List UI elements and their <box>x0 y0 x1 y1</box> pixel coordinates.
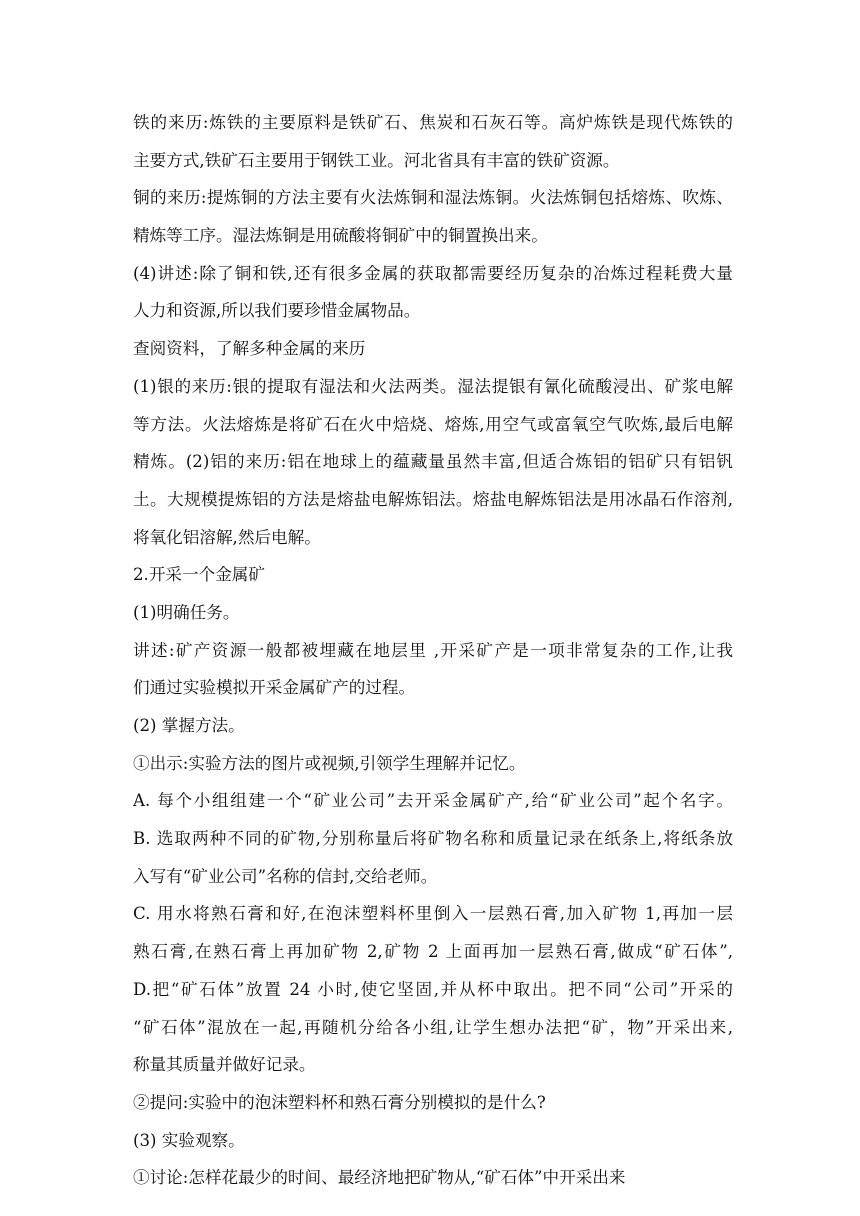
text-line: 人力和资源,所以我们要珍惜金属物品。 <box>133 301 421 321</box>
text-line: 精炼等工序。湿法炼铜是用硫酸将铜矿中的铜置换出来。 <box>133 226 548 246</box>
text-line: “矿石体”混放在一起,再随机分给各小组,让学生想办法把“矿，物”开采出来, <box>133 1017 733 1037</box>
text-line: 精炼。(2)铝的来历:铝在地球上的蕴藏量虽然丰富,但适合炼铝的铝矿只有铝钒 <box>133 452 733 472</box>
text-line: 称量其质量并做好记录。 <box>133 1055 316 1075</box>
text-line: (3) 实验观察。 <box>133 1130 245 1150</box>
text-line: 入写有“矿业公司”名称的信封,交给老师。 <box>133 866 438 886</box>
text-line: (1)银的来历:银的提取有湿法和火法两类。湿法提银有氰化硫酸浸出、矿浆电解 <box>133 376 733 396</box>
text-line: 讲述:矿产资源一般都被埋藏在地层里 ,开采矿产是一项非常复杂的工作,让我 <box>133 640 733 660</box>
document-page <box>133 104 733 1197</box>
text-line: 铜的来历:提炼铜的方法主要有火法炼铜和湿法炼铜。火法炼铜包括熔炼、吹炼、 <box>133 188 733 208</box>
text-line: 2.开采一个金属矿 <box>133 565 265 585</box>
text-line: 铁的来历:炼铁的主要原料是铁矿石、焦炭和石灰石等。高炉炼铁是现代炼铁的 <box>133 113 733 132</box>
text-line: 土。大规模提炼铝的方法是熔盐电解炼铝法。熔盐电解炼铝法是用冰晶石作溶剂, <box>133 489 733 509</box>
text-line: 等方法。火法熔炼是将矿石在火中焙烧、熔炼,用空气或富氧空气吹炼,最后电解 <box>133 414 733 434</box>
text-line: (1)明确任务。 <box>133 602 240 622</box>
text-line: ②提问:实验中的泡沫塑料杯和熟石膏分别模拟的是什么? <box>133 1092 546 1112</box>
text-line: (4)讲述:除了铜和铁,还有很多金属的获取都需要经历复杂的冶炼过程耗费大量 <box>133 263 733 283</box>
text-line: C. 用水将熟石膏和好,在泡沫塑料杯里倒入一层熟石膏,加入矿物 1,再加一层 <box>133 904 733 924</box>
text-line: 将氧化铝溶解,然后电解。 <box>133 527 321 547</box>
text-line: ①讨论:怎样花最少的时间、最经济地把矿物从,“矿石体”中开采出来 <box>133 1168 626 1188</box>
text-line: D.把“矿石体”放置 24 小时,使它坚固,并从杯中取出。把不同“公司”开采的 <box>133 979 733 999</box>
text-line: 熟石膏,在熟石膏上再加矿物 2,矿物 2 上面再加一层熟石膏,做成“矿石体”, <box>133 942 733 962</box>
text-line: B. 选取两种不同的矿物,分别称量后将矿物名称和质量记录在纸条上,将纸条放 <box>133 829 733 849</box>
text-line: (2) 掌握方法。 <box>133 716 245 735</box>
text-line: 主要方式,铁矿石主要用于钢铁工业。河北省具有丰富的铁矿资源。 <box>133 150 620 170</box>
text-line: 们通过实验模拟开采金属矿产的过程。 <box>133 678 416 698</box>
text-line: A. 每个小组组建一个“矿业公司”去开采金属矿产,给“矿业公司”起个名字。 <box>133 791 733 811</box>
text-line: ①出示:实验方法的图片或视频,引领学生理解并记忆。 <box>133 753 526 773</box>
text-line: 查阅资料，了解多种金属的来历 <box>133 339 366 359</box>
